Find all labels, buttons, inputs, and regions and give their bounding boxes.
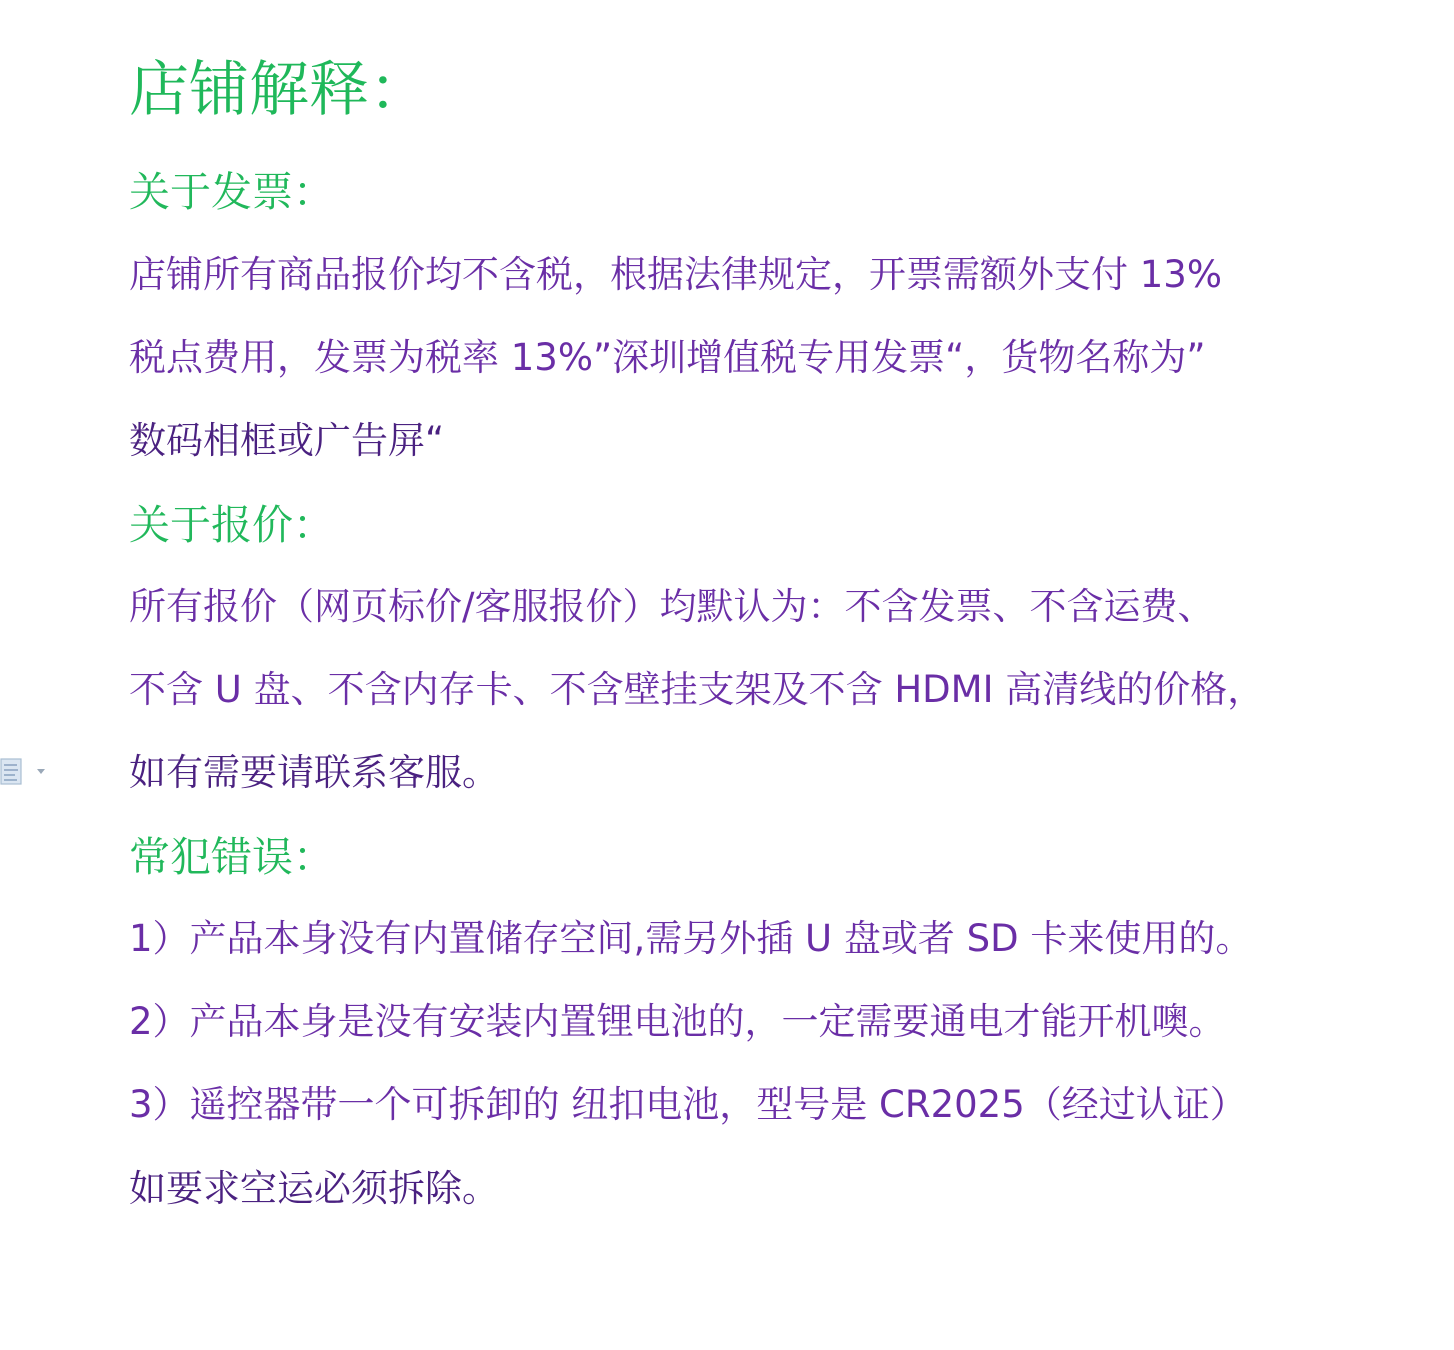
mistake-item-1: 1）产品本身没有内置储存空间,需另外插 U 盘或者 SD 卡来使用的。 (129, 917, 1253, 960)
section-heading-invoice: 关于发票： (129, 168, 334, 216)
page-title: 店铺解释： (129, 55, 429, 125)
mistake-item-2: 2）产品本身是没有安装内置锂电池的，一定需要通电才能开机噢。 (129, 1000, 1226, 1043)
pricing-line-3: 如有需要请联系客服。 (129, 751, 499, 794)
invoice-line-3: 数码相框或广告屏“ (129, 419, 445, 462)
section-heading-common-mistakes: 常犯错误： (129, 833, 334, 881)
pricing-line-1: 所有报价（网页标价/客服报价）均默认为：不含发票、不含运费、 (129, 585, 1215, 628)
invoice-line-1: 店铺所有商品报价均不含税，根据法律规定，开票需额外支付 13% (129, 253, 1222, 296)
pricing-line-2: 不含 U 盘、不含内存卡、不含壁挂支架及不含 HDMI 高清线的价格， (129, 668, 1265, 711)
mistake-item-3-continued: 如要求空运必须拆除。 (129, 1167, 499, 1210)
section-heading-pricing: 关于报价： (129, 501, 334, 549)
paste-options-widget[interactable] (0, 757, 50, 787)
dropdown-arrow-icon[interactable] (36, 768, 46, 776)
mistake-item-3: 3）遥控器带一个可拆卸的 纽扣电池，型号是 CR2025（经过认证） (129, 1083, 1247, 1126)
invoice-line-2: 税点费用，发票为税率 13%”深圳增值税专用发票“，货物名称为” (129, 336, 1206, 379)
